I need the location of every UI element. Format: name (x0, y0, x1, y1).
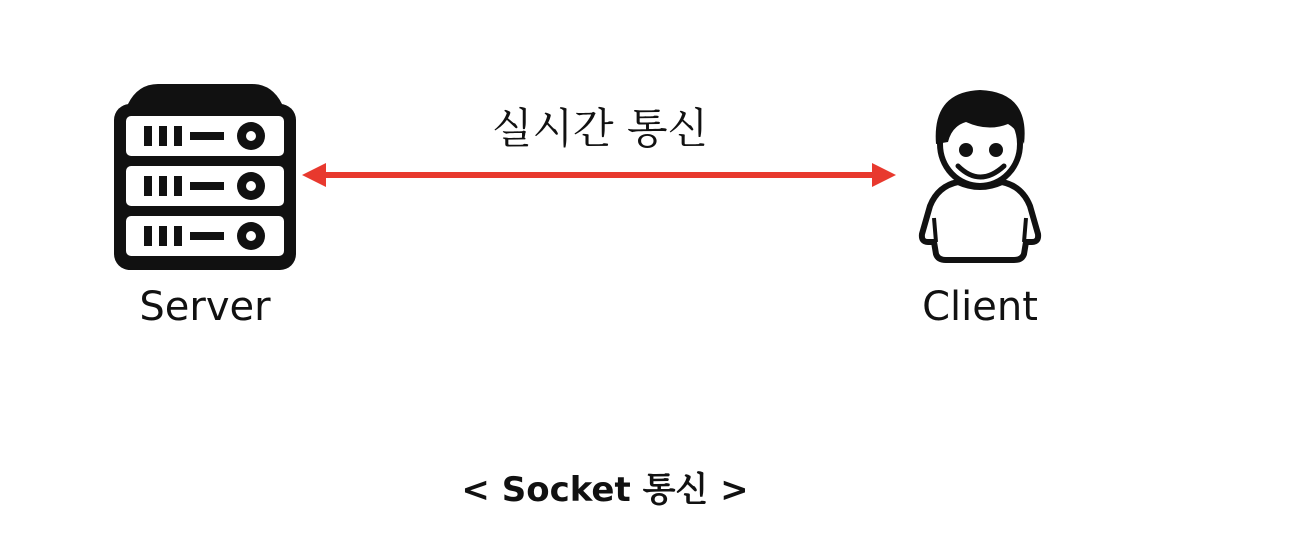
server-label: Server (139, 284, 271, 330)
diagram-caption: < Socket 통신 > (461, 470, 749, 510)
server-rack-icon (110, 78, 300, 274)
client-label: Client (922, 284, 1038, 330)
arrowhead-left-icon (302, 163, 326, 187)
connection-label: 실시간 통신 (491, 104, 709, 153)
bidirectional-arrow (300, 155, 900, 195)
arrowhead-right-icon (872, 163, 896, 187)
person-icon (918, 86, 1042, 264)
